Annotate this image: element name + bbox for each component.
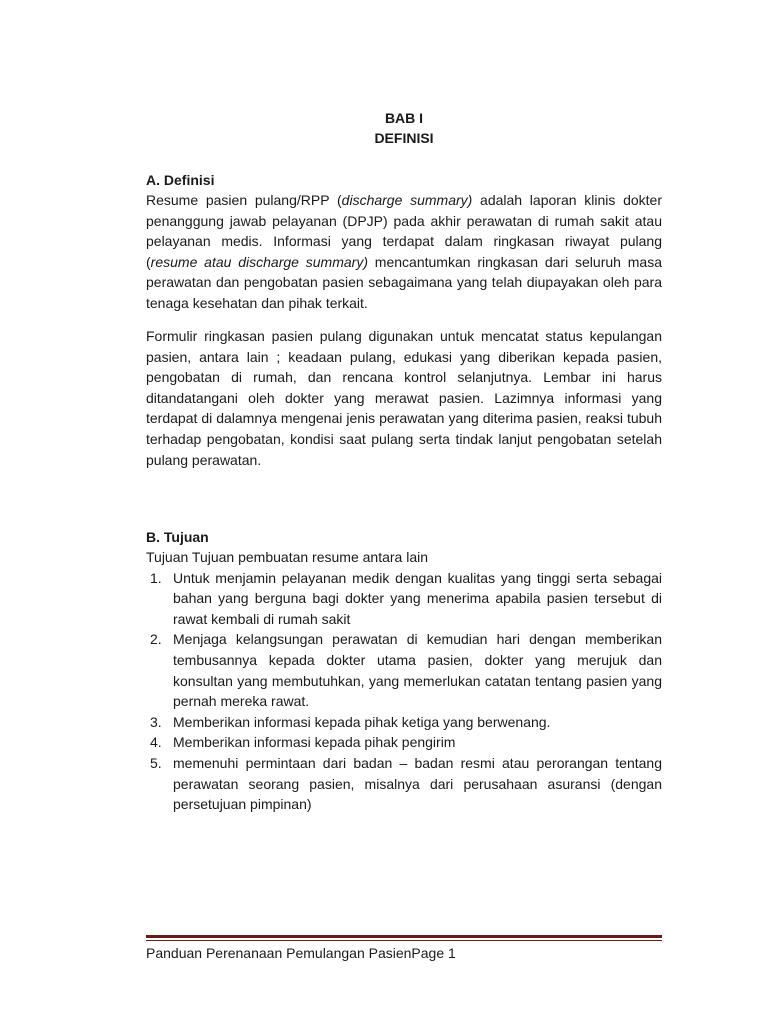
section-definisi-cont bbox=[146, 326, 662, 470]
para1-italic-1: discharge summary) bbox=[341, 192, 473, 208]
para1-text-2: adalah laporan klinis dokter penanggung jawab pelayanan (DPJP) pada akhir perawatan di rumah sakit atau pelayanan medis. Informasi yang terdapat dalam ringkasan riwayat pulang ( bbox=[146, 192, 662, 270]
chapter-title: DEFINISI bbox=[374, 130, 434, 146]
list-item-number: 4. bbox=[150, 734, 162, 751]
list-item-text: Memberikan informasi kepada pihak ketiga yang berwenang. bbox=[173, 713, 551, 730]
list-item bbox=[146, 732, 662, 753]
footer-divider-thick bbox=[146, 935, 662, 938]
definisi-paragraph-1 bbox=[146, 190, 662, 314]
footer-divider-thin bbox=[146, 940, 662, 941]
list-item-text: memenuhi permintaan dari badan – badan resmi atau perorangan tentang perawatan seorang pasien, misalnya dari perusahaan asuransi (dengan persetujuan pimpinan) bbox=[173, 754, 662, 813]
page-footer: Panduan Perenanaan Pemulangan PasienPage 1 bbox=[146, 945, 456, 961]
tujuan-list bbox=[146, 568, 662, 815]
section-tujuan bbox=[146, 527, 662, 815]
list-item bbox=[146, 629, 662, 711]
section-b-title: B. Tujuan bbox=[146, 529, 209, 545]
list-item-number: 2. bbox=[150, 631, 162, 648]
section-definisi bbox=[146, 170, 662, 314]
para1-text-1: Resume pasien pulang/RPP ( bbox=[146, 192, 342, 208]
chapter-heading bbox=[146, 108, 662, 148]
chapter-number: BAB I bbox=[384, 110, 424, 126]
list-item bbox=[146, 568, 662, 630]
para1-italic-2: resume atau discharge summary) bbox=[150, 253, 368, 270]
section-a-title: A. Definisi bbox=[146, 172, 215, 188]
list-item bbox=[146, 712, 662, 733]
list-item-number: 5. bbox=[150, 754, 162, 771]
list-item-text: Memberikan informasi kepada pihak pengirim bbox=[173, 734, 456, 751]
list-item-number: 1. bbox=[150, 569, 162, 586]
list-item-text: Untuk menjamin pelayanan medik dengan kualitas yang tinggi serta sebagai bahan yang berguna bagi dokter yang menerima apabila pasien tersebut di rawat kembali di rumah sakit bbox=[173, 569, 662, 627]
list-item-number: 3. bbox=[150, 713, 162, 730]
list-item bbox=[146, 753, 662, 815]
list-item-text: Menjaga kelangsungan perawatan di kemudian hari dengan memberikan tembusannya kepada dokter utama pasien, dokter yang merujuk dan konsultan yang membutuhkan, yang memerlukan catatan tentang pasien yang pernah mereka rawat. bbox=[173, 631, 662, 710]
definisi-paragraph-2: Formulir ringkasan pasien pulang digunakan untuk mencatat status kepulangan pasien, antara lain ; keadaan pulang, edukasi yang diberikan kepada pasien, pengobatan di rumah, dan rencana kontrol selanjutnya. Lembar ini harus ditandatangani oleh dokter yang merawat pasien. Lazimnya informasi yang terdapat di dalamnya mengenai jenis perawatan yang diterima pasien, reaksi tubuh terhadap pengobatan, kondisi saat pulang serta tindak lanjut pengobatan setelah pulang perawatan. bbox=[146, 328, 662, 468]
tujuan-intro: Tujuan Tujuan pembuatan resume antara lain bbox=[146, 549, 428, 565]
para1-text-3: mencantumkan ringkasan dari seluruh masa perawatan dan pengobatan pasien sebagaimana yang telah diupayakan oleh para tenaga kesehatan dan pihak terkait. bbox=[146, 253, 662, 311]
footer-divider bbox=[146, 935, 662, 941]
